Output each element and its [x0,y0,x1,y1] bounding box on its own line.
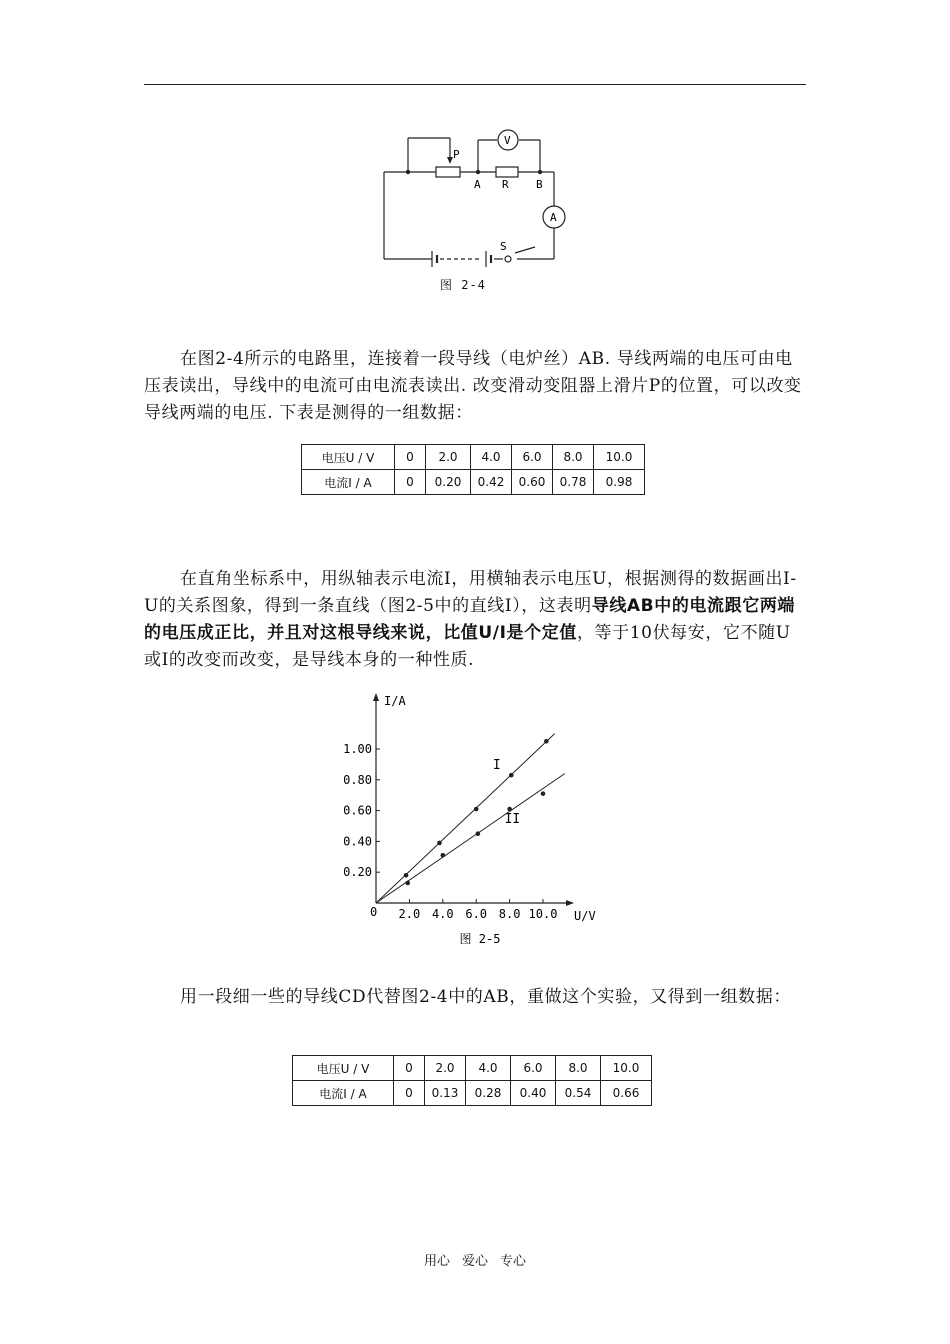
x-tick-label: 6.0 [465,907,488,921]
y-tick-label: 0.80 [343,772,372,787]
x-tick-label: 10.0 [528,907,558,921]
iu-chart [330,685,620,950]
table-row: 电压U / V 0 2.0 4.0 6.0 8.0 10.0 [293,1056,652,1081]
circuit-diagram [370,120,590,300]
page-footer: 用心 爱心 专心 [423,1254,527,1269]
data-point [441,853,446,858]
svg-text:P: P [453,148,460,161]
y-axis-label: I/A [384,694,406,708]
paragraph-3: 用一段细一些的导线CD代替图2-4中的AB，重做这个实验，又得到一组数据： [180,987,791,1007]
paragraph-1: 在图2-4所示的电路里，连接着一段导线（电炉丝）AB. 导线两端的电压可由电压表读出，导线中的电流可由电流表读出. 改变滑动变阻器上滑片P的位置，可以改变导线两端的电压. 下表是测得的一组数据： [144,349,802,423]
series-line-II [376,774,565,903]
table-row: 电流I / A 0 0.20 0.42 0.60 0.78 0.98 [302,470,645,495]
data-point [507,807,512,812]
x-axis-arrow [566,900,574,906]
table-row: 电压U / V 0 2.0 4.0 6.0 8.0 10.0 [302,445,645,470]
x-axis-label: U/V [574,909,596,923]
svg-text:A: A [474,178,481,191]
figure-2-4-caption: 图 2-4 [440,278,486,292]
series-label-II: II [504,811,521,827]
svg-text:B: B [536,178,543,191]
y-tick-label: 0.20 [343,865,372,880]
y-axis-arrow [373,693,379,701]
svg-text:A: A [550,211,557,224]
y-tick-label: 0.40 [343,834,372,849]
y-tick-label: 0.60 [343,803,372,818]
svg-text:R: R [502,178,509,191]
origin-label: 0 [370,905,378,919]
svg-text:V: V [504,134,511,147]
data-table-1 [301,444,645,495]
x-tick-label: 4.0 [431,907,454,921]
data-point [474,807,479,812]
series-label-I: I [492,758,501,774]
x-tick-label: 8.0 [498,907,521,921]
data-point [544,739,549,744]
series-line-I [376,734,555,903]
paragraph-2: 在直角坐标系中，用纵轴表示电流I，用横轴表示电压U，根据测得的数据画出I-U的关系图象，得到一条直线（图2-5中的直线I），这表明导线AB中的电流跟它两端的电压成正比，并且对这根导线来说，比值U/I是个定值，等于10伏每安，它不随U或I的改变而改变，是导线本身的一种性质. [144,569,797,670]
data-point [437,841,442,846]
data-point [404,873,409,878]
key-conclusion: 导线AB中的电流跟它两端的电压成正比，并且对这根导线来说，比值U/I是个定值 [144,596,796,643]
header-rule [144,84,806,85]
data-table-2 [292,1055,652,1106]
data-point [476,831,481,836]
x-tick-label: 2.0 [398,907,421,921]
y-tick-label: 1.00 [343,742,372,756]
data-point [509,773,514,778]
data-point [541,791,546,796]
svg-text:S: S [500,240,507,253]
data-point [405,881,410,886]
chart-title: 图 2-5 [459,932,501,946]
table-row: 电流I / A 0 0.13 0.28 0.40 0.54 0.66 [293,1081,652,1106]
